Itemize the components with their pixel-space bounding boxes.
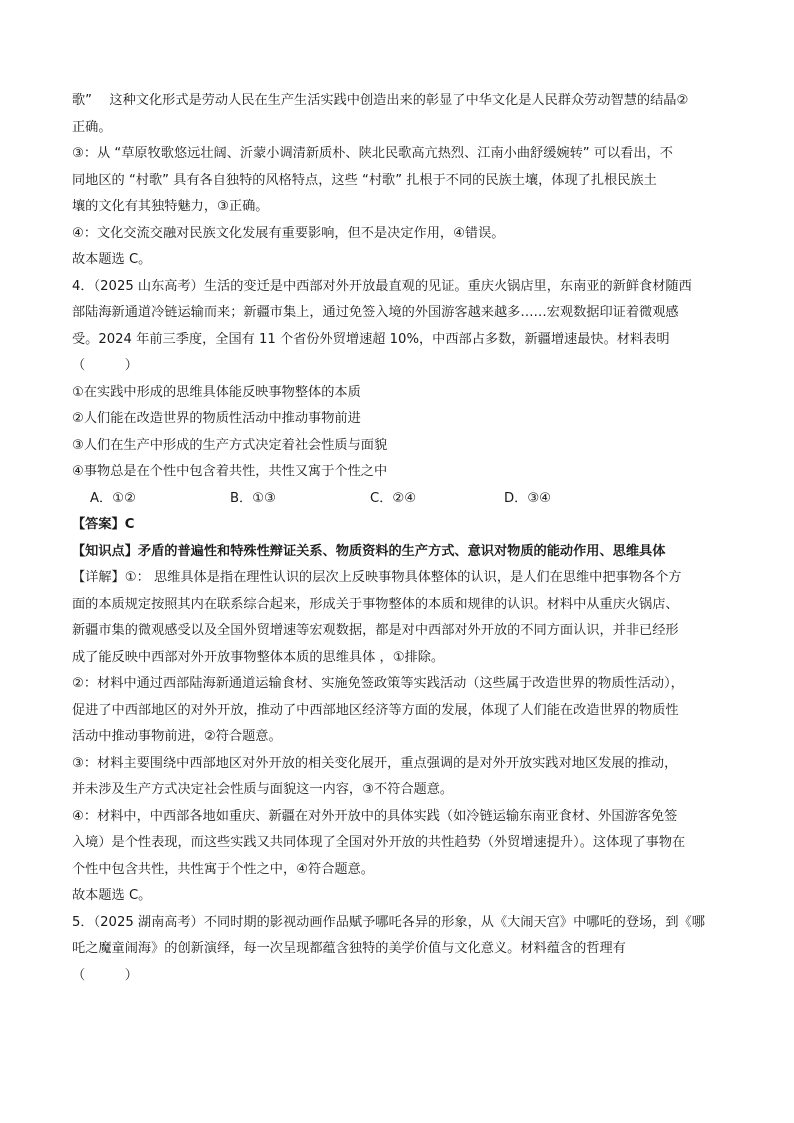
text-line: ③：从 “草原牧歌悠远壮阔、沂蒙小调清新质朴、陕北民歌高亢热烈、江南小曲舒缓婉转” 可以看出，不 [72,146,673,161]
answer-blank: （ ） [72,358,138,373]
question-4-stem: 部陆海新通道冷链运输而来；新疆市集上，通过免签入境的外国游客越来越多……宏观数据印证着微观感 [72,305,679,320]
answer-options [72,490,736,517]
question-4-stem: 4．（2025 山东高考）生活的变迁是中西部对外开放最直观的见证。重庆火锅店里，东南亚的新鲜食材随西 [72,278,692,294]
text-line: 歌” 这种文化形式是劳动人民在生产生活实践中创造出来的彰显了中华文化是人民群众劳动智慧的结晶② [72,93,689,108]
explanation-line: 【详解】①： 思维具体是指在理性认识的层次上反映事物具体整体的认识，是人们在思维中把事物各个方 [72,570,682,585]
text-line: 正确。 [72,119,112,135]
option-d: D．③④ [504,490,551,506]
text-line: 同地区的 “村歌” 具有各自独特的风格特点，这些 “村歌” 扎根于不同的民族土壤，体现了扎根民族土 [72,172,657,188]
explanation-line: 成了能反映中西部对外开放事物整体本质的思维具体 ，①排除。 [72,649,445,665]
statement-item: ③人们在生产中形成的生产方式决定着社会性质与面貌 [72,437,388,453]
statement-item: ④事物总是在个性中包含着共性，共性又寓于个性之中 [72,464,388,479]
explanation-line: 活动中推动事物前进，②符合题意。 [72,729,282,744]
option-a: A．①② [90,490,136,506]
explanation-line: 促进了中西部地区的对外开放，推动了中西部地区经济等方面的发展，体现了人们能在改造世界的物质性 [72,702,679,718]
document-body [72,92,736,993]
question-5-stem: 5．（2025 湖南高考）不同时期的影视动画作品赋予哪吒各异的形象，从《大闹天宫》中哪吒的登场，到《哪 [72,914,705,930]
explanation-line: ②：材料中通过西部陆海新通道运输食材、实施免签政策等实践活动（这些属于改造世界的物质性活动）， [72,676,684,691]
statement-item: ①在实践中形成的思维具体能反映事物整体的本质 [72,384,361,400]
option-c: C．②④ [370,490,417,506]
statement-item: ②人们能在改造世界的物质性活动中推动事物前进 [72,411,361,426]
text-line: 故本题选 C。 [72,888,152,903]
explanation-line: 并未涉及生产方式决定社会性质与面貌这一内容，③不符合题意。 [72,782,454,797]
question-4-stem: 受。2024 年前三季度，全国有 11 个省份外贸增速超 10%，中西部占多数，新疆增速最快。材料表明 [72,331,670,347]
text-line: ④：文化交流交融对民族文化发展有重要影响，但不是决定作用，④错误。 [72,225,505,241]
explanation-line: 入境）是个性表现，而这些实践又共同体现了全国对外开放的共性趋势（外贸增速提升）。这体现了事物在 [72,835,686,850]
text-line: 故本题选 C。 [72,252,152,267]
answer-line: 【答案】C [72,517,135,532]
knowledge-point: 【知识点】矛盾的普遍性和特殊性辩证关系、物质资料的生产方式、意识对物质的能动作用、思维具体 [72,543,666,559]
question-5-stem: 吒之魔童闹海》的创新演绎，每一次呈现都蕴含独特的美学价值与文化意义。材料蕴含的哲理有 [72,941,626,956]
text-line: 壤的文化有其独特魅力，③正确。 [72,199,269,214]
explanation-line: 新疆市集的微观感受以及全国外贸增速等宏观数据，都是对中西部对外开放的不同方面认识，并非已经形 [72,623,679,638]
explanation-line: 面的本质规定按照其内在联系综合起来，形成关于事物整体的本质和规律的认识。材料中从重庆火锅店、 [72,596,679,612]
option-b: B．①③ [230,490,276,506]
explanation-line: 个性中包含共性，共性寓于个性之中，④符合题意。 [72,861,374,877]
explanation-line: ③：材料主要围绕中西部地区对外开放的相关变化展开，重点强调的是对外开放实践对地区发展的推动， [72,755,678,771]
answer-blank: （ ） [72,967,138,983]
explanation-line: ④：材料中，中西部各地如重庆、新疆在对外开放中的具体实践（如冷链运输东南亚食材、外国游客免签 [72,808,678,824]
